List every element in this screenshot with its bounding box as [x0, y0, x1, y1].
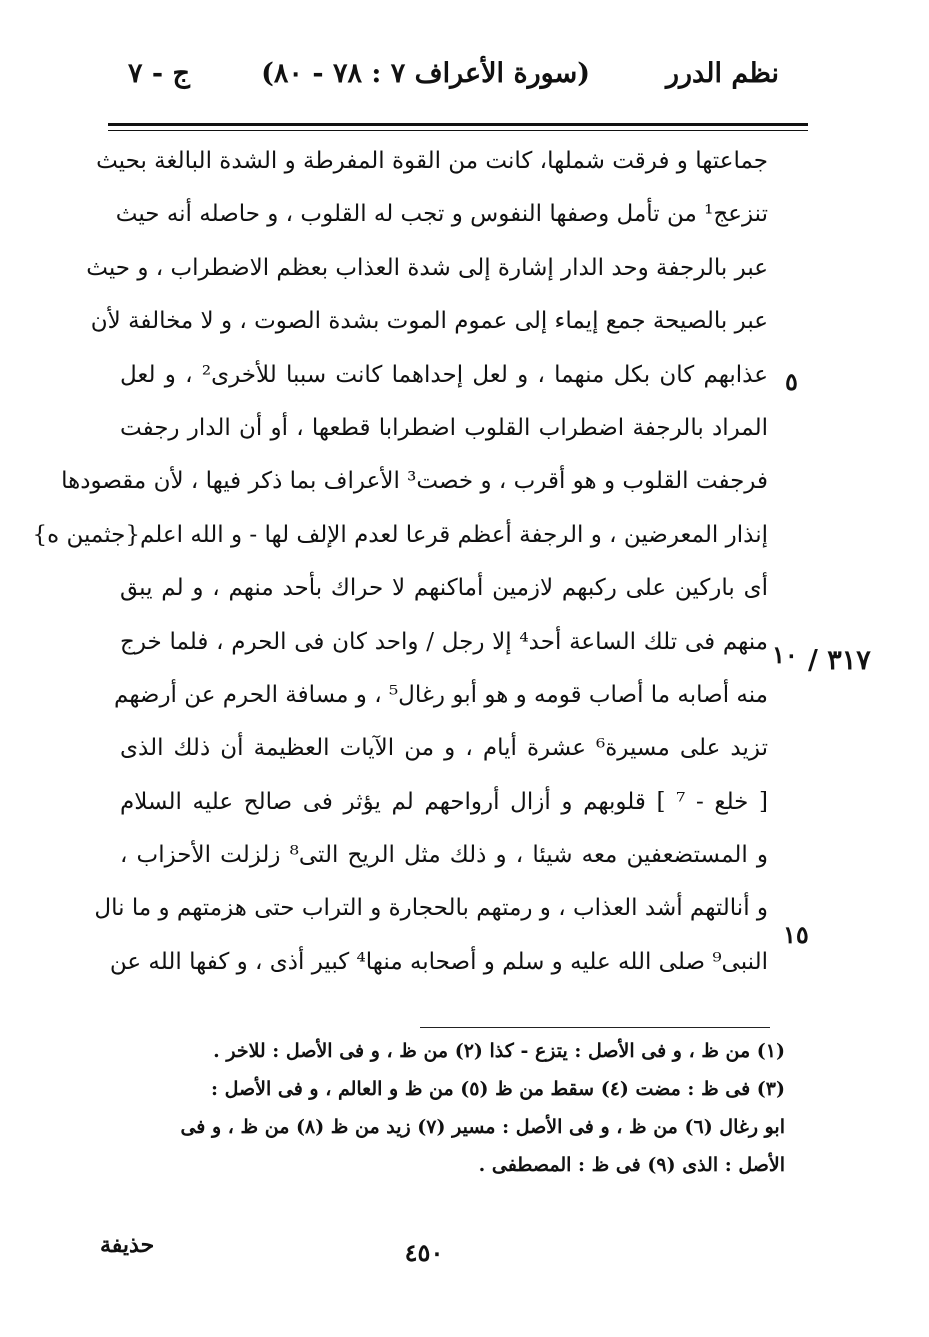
footnote-rule	[420, 1027, 770, 1028]
footnote-line: (١) من ظ ، و فى الأصل : يتزع - كذا (٢) من ظ ، و فى الأصل : للاخر .	[213, 1040, 785, 1062]
text-line: عبر بالصيحة جمع إيماء إلى عموم الموت بشدة الصوت ، و لا مخالفة لأن	[90, 308, 768, 335]
text-line: تزيد على مسيرة⁶ عشرة أيام ، و من الآيات العظيمة أن ذلك الذى	[120, 735, 768, 762]
main-text	[32, 135, 768, 989]
line-number-5: ٥	[785, 367, 798, 396]
surah-reference: (سورة الأعراف ٧ : ٧٨ - ٨٠)	[261, 58, 590, 89]
text-line: [ خلع - ⁷ ] قلوبهم و أزال أرواحهم لم يؤثر فى صالح عليه السلام	[120, 788, 768, 815]
text-line: أى باركين على ركبهم لازمين أماكنهم لا حراك بأحد منهم ، و لم يبق	[120, 575, 768, 602]
footnote-line: الأصل : الذى (٩) فى ظ : المصطفى .	[478, 1154, 785, 1176]
header-rule-thin	[108, 130, 808, 131]
text-line: منهم فى تلك الساعة أحد⁴ إلا رجل / واحد كان فى الحرم ، فلما خرج	[120, 628, 768, 655]
text-line: جماعتها و فرقت شملها، كانت من القوة المفرطة و الشدة البالغة بحيث	[96, 148, 768, 174]
text-line: فرجفت القلوب و هو أقرب ، و خصت³ الأعراف بما ذكر فيها ، لأن مقصودها	[61, 468, 768, 495]
text-line: و المستضعفين معه شيئا ، و ذلك مثل الريح التى⁸ زلزلت الأحزاب ،	[120, 842, 768, 869]
line-number-10: ١٠	[772, 640, 798, 669]
catchword: حذيفة	[100, 1232, 155, 1258]
manuscript-folio-ref: ٣١٧ /	[808, 645, 871, 676]
text-line: و أنالتهم أشد العذاب ، و رمتهم بالحجارة و التراب حتى هزمتهم و ما نال	[94, 895, 768, 922]
book-title: نظم الدرر	[665, 58, 779, 89]
footnote-line: (٣) فى ظ : مضت (٤) سقط من ظ (٥) من ظ و العالم ، و فى الأصل :	[211, 1078, 785, 1100]
text-line: عذابهم كان بكل منهما ، و لعل إحداهما كانت سببا للأخرى² ، و لعل	[120, 361, 768, 388]
text-line: منه أصابه ما أصاب قومه و هو أبو رغال⁵ ، و مسافة الحرم عن أرضهم	[114, 681, 768, 708]
text-line: تنزعج¹ من تأمل وصفها النفوس و تجب له القلوب ، و حاصله أنه حيث	[115, 201, 768, 228]
text-line: النبى⁹ صلى الله عليه و سلم و أصحابه منها⁴ كبير أذى ، و كفها الله عن	[109, 948, 768, 975]
header-rule-thick	[108, 123, 808, 126]
text-line: المراد بالرجفة اضطراب القلوب اضطرابا قطعها ، أو أن الدار رجفت	[120, 414, 768, 441]
footnote-line: ابو رغال (٦) من ظ ، و فى الأصل : مسير (٧) زيد من ظ (٨) من ظ ، و فى	[180, 1116, 785, 1138]
footnotes	[95, 1032, 785, 1184]
line-number-15: ١٥	[783, 920, 809, 949]
text-line: إنذار المعرضين ، و الرجفة أعظم قرعا لعدم الإلف لها - و الله اعلم{جثمين ه}	[32, 521, 768, 548]
page-number: ٤٥٠	[404, 1238, 444, 1267]
text-line: عبر بالرجفة وحد الدار إشارة إلى شدة العذاب بعظم الاضطراب ، و حيث	[86, 254, 768, 281]
volume-label: ج - ٧	[128, 58, 190, 89]
